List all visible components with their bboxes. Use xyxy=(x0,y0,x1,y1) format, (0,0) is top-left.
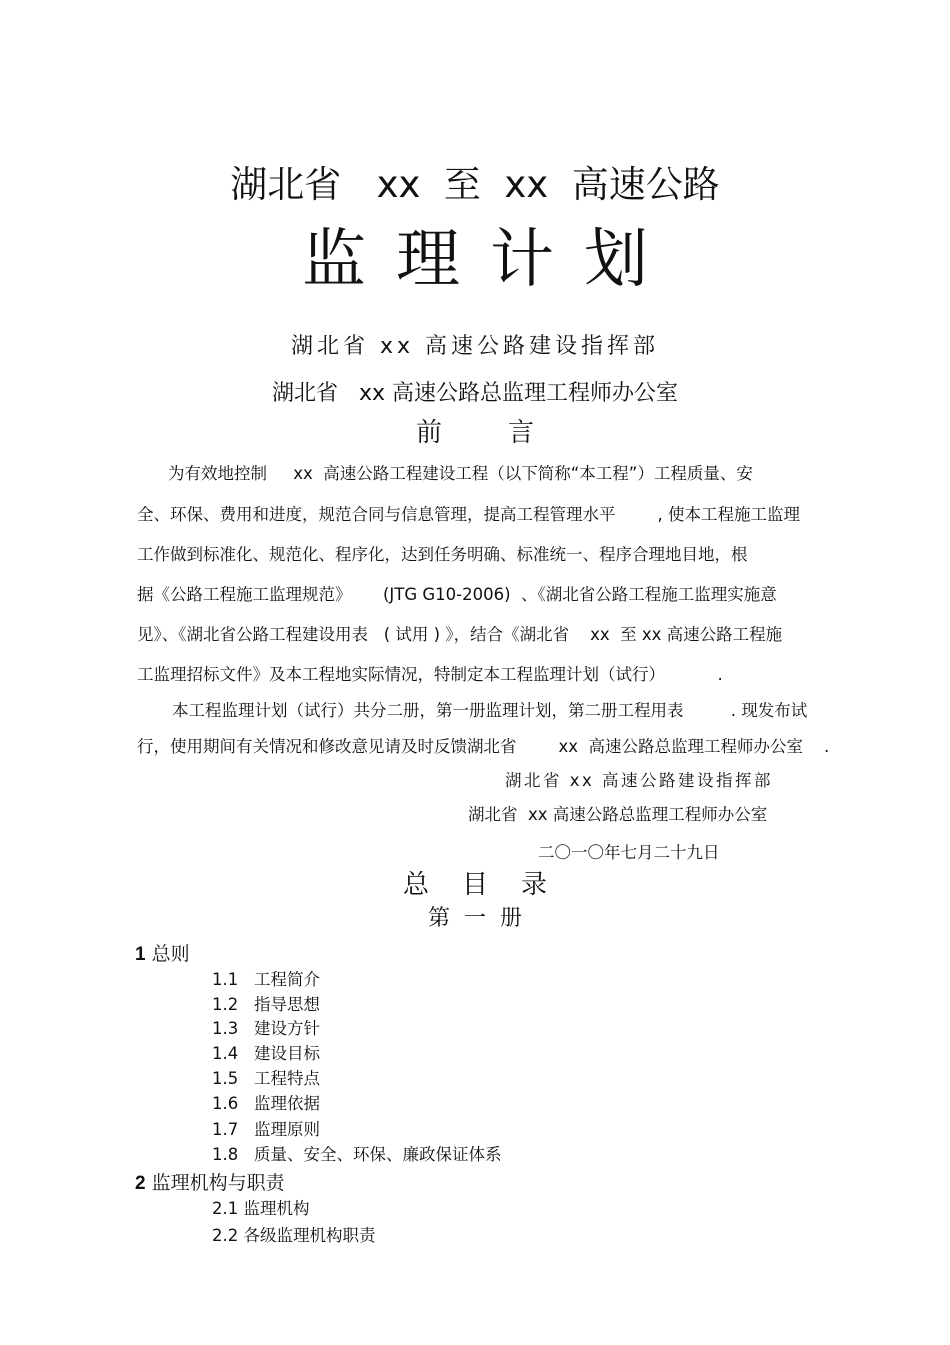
issuer-org-2: 湖北省 xx 高速公路总监理工程师办公室 xyxy=(271,381,678,406)
toc-section-title: 监理机构与职责 xyxy=(151,1172,285,1194)
toc-item: 1.8 质量、安全、环保、廉政保证体系 xyxy=(212,1145,502,1164)
document-title-line1: 湖北省 xx 至 xx 高速公路 xyxy=(230,163,720,206)
preface-line: 据《公路工程施工监理规范》 (JTG G10-2006) 、《湖北省公路工程施工监理实施意 xyxy=(137,585,777,604)
signature-org-2: 湖北省 xx 高速公路总监理工程师办公室 xyxy=(468,805,768,824)
toc-section-number: 2 xyxy=(135,1173,146,1194)
preface-line: 本工程监理计划（试行）共分二册，第一册监理计划，第二册工程用表 . 现发布试 xyxy=(172,701,808,720)
toc-item: 1.1 工程简介 xyxy=(212,970,320,989)
issuer-org-1: 湖北省 xx 高速公路建设指挥部 xyxy=(290,334,660,359)
toc-heading: 总 目 录 xyxy=(402,870,548,900)
preface-line: 为有效地控制 xx 高速公路工程建设工程（以下简称“本工程”）工程质量、安 xyxy=(168,464,753,483)
preface-line: 见》、《湖北省公路工程建设用表 ( 试用 ) 》，结合《湖北省 xx 至 xx 高速公路工程施 xyxy=(137,625,783,644)
toc-section-1 xyxy=(135,945,190,964)
signature-date: 二〇一〇年七月二十九日 xyxy=(538,843,720,862)
signature-org-1: 湖北省 xx 高速公路建设指挥部 xyxy=(505,771,774,790)
toc-item: 2.2 各级监理机构职责 xyxy=(212,1226,376,1245)
preface-line: 工监理招标文件》及本工程地实际情况，特制定本工程监理计划（试行） . xyxy=(137,665,723,684)
toc-item: 1.4 建设目标 xyxy=(212,1044,320,1063)
preface-line: 工作做到标准化、规范化、程序化，达到任务明确、标准统一、程序合理地目地，根 xyxy=(137,545,748,564)
toc-section-2 xyxy=(135,1174,285,1193)
toc-item: 1.5 工程特点 xyxy=(212,1069,320,1088)
toc-item: 2.1 监理机构 xyxy=(212,1199,310,1218)
preface-line: 行，使用期间有关情况和修改意见请及时反馈湖北省 xx 高速公路总监理工程师办公室 . xyxy=(137,737,830,756)
toc-item: 1.7 监理原则 xyxy=(212,1120,320,1139)
toc-item: 1.2 指导思想 xyxy=(212,995,320,1014)
toc-item: 1.6 监理依据 xyxy=(212,1094,320,1113)
toc-section-title: 总则 xyxy=(151,943,190,965)
toc-section-number: 1 xyxy=(135,944,146,965)
preface-heading: 前 言 xyxy=(415,418,535,448)
document-title-main: 监理计划 xyxy=(302,223,678,297)
toc-volume-heading: 第 一 册 xyxy=(428,906,522,931)
preface-line: 全、环保、费用和进度，规范合同与信息管理，提高工程管理水平 , 使本工程施工监理 xyxy=(137,505,800,524)
toc-item: 1.3 建设方针 xyxy=(212,1019,320,1038)
